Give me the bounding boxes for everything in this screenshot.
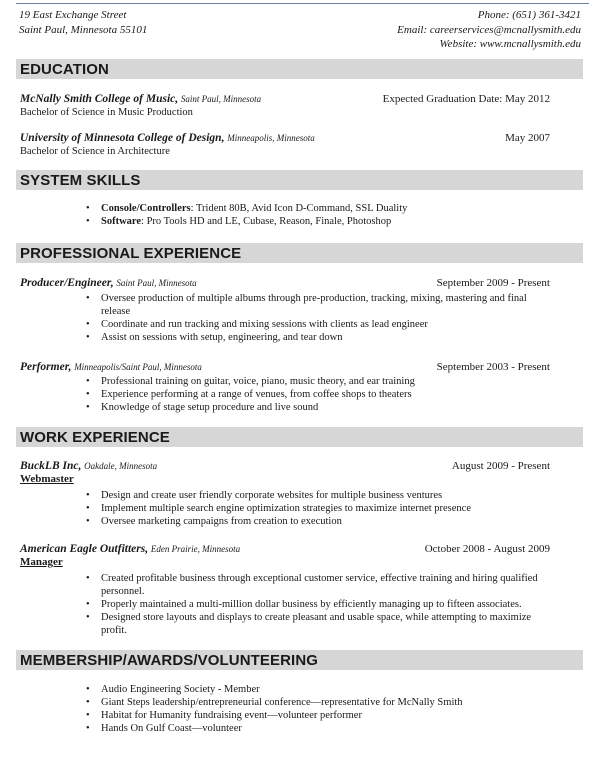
list-item: • Design and create user friendly corporate websites for multiple business ventures: [86, 489, 550, 502]
company-name: BuckLB Inc,: [20, 460, 82, 472]
skills-list: [86, 202, 550, 228]
graduation-date: Expected Graduation Date: May 2012: [382, 93, 550, 105]
list-item: • Coordinate and run tracking and mixing sessions with clients as lead engineer: [86, 318, 550, 331]
professional-entry: [20, 277, 550, 290]
professional-entry: [20, 361, 550, 374]
professional-bullets: [86, 292, 550, 344]
work-entry: [20, 460, 550, 486]
skills-heading: SYSTEM SKILLS: [16, 170, 583, 190]
professional-bullets: [86, 375, 550, 414]
role-location: Minneapolis/Saint Paul, Minnesota: [74, 362, 202, 372]
role-title: Performer,: [20, 361, 72, 373]
role-date: September 2009 - Present: [436, 277, 550, 289]
list-item: • Oversee production of multiple albums through pre-production, tracking, mixing, mastering and final release: [86, 292, 550, 318]
school-name: McNally Smith College of Music,: [20, 93, 179, 105]
job-date: October 2008 - August 2009: [424, 543, 550, 555]
list-item: • Designed store layouts and displays to create pleasant and usable space, while attempting to maximize profit.: [86, 611, 550, 637]
list-item: • Hands On Gulf Coast—volunteer: [86, 722, 550, 735]
membership-heading: MEMBERSHIP/AWARDS/VOLUNTEERING: [16, 650, 583, 670]
professional-heading: PROFESSIONAL EXPERIENCE: [16, 243, 583, 263]
list-item: • Professional training on guitar, voice, piano, music theory, and ear training: [86, 375, 550, 388]
education-entry: [20, 132, 550, 158]
role-title: Producer/Engineer,: [20, 277, 114, 289]
job-title: Manager: [20, 556, 63, 568]
list-item: • Console/Controllers: Trident 80B, Avid Icon D-Command, SSL Duality: [86, 202, 550, 215]
work-bullets: [86, 572, 550, 637]
contact-block: [397, 8, 581, 52]
list-item: • Experience performing at a range of venues, from coffee shops to theaters: [86, 388, 550, 401]
degree: Bachelor of Science in Architecture: [20, 146, 170, 157]
work-bullets: [86, 489, 550, 528]
school-location: Minneapolis, Minnesota: [227, 133, 315, 143]
city-state-zip: Saint Paul, Minnesota 55101: [19, 23, 148, 36]
website[interactable]: Website: www.mcnallysmith.edu: [439, 38, 581, 50]
company-name: American Eagle Outfitters,: [20, 543, 149, 555]
job-date: August 2009 - Present: [451, 460, 550, 472]
education-entry: [20, 93, 550, 119]
school-location: Saint Paul, Minnesota: [180, 94, 262, 104]
role-date: September 2003 - Present: [436, 361, 550, 373]
street-address: 19 East Exchange Street: [19, 9, 127, 21]
company-location: Oakdale, Minnesota: [84, 461, 158, 471]
graduation-date: May 2007: [505, 132, 550, 144]
education-heading: EDUCATION: [16, 59, 583, 79]
list-item: • Audio Engineering Society - Member: [86, 683, 550, 696]
list-item: • Oversee marketing campaigns from creation to execution: [86, 515, 550, 528]
list-item: • Knowledge of stage setup procedure and live sound: [86, 401, 550, 414]
work-heading: WORK EXPERIENCE: [16, 427, 583, 447]
list-item: • Assist on sessions with setup, engineering, and tear down: [86, 331, 550, 344]
phone: Phone: (651) 361-3421: [477, 9, 581, 21]
address-block: [19, 8, 147, 37]
work-entry: [20, 543, 550, 569]
list-item: • Habitat for Humanity fundraising event—volunteer performer: [86, 709, 550, 722]
school-name: University of Minnesota College of Design,: [20, 132, 225, 144]
list-item: • Properly maintained a multi-million dollar business by efficiently managing up to fifteen associates.: [86, 598, 550, 611]
job-title: Webmaster: [20, 473, 74, 485]
role-location: Saint Paul, Minnesota: [116, 278, 197, 288]
company-location: Eden Prairie, Minnesota: [150, 544, 241, 554]
list-item: • Giant Steps leadership/entrepreneurial conference—representative for McNally Smith: [86, 696, 550, 709]
membership-list: [86, 683, 550, 735]
degree: Bachelor of Science in Music Production: [20, 107, 193, 118]
list-item: • Implement multiple search engine optimization strategies to maximize internet presence: [86, 502, 550, 515]
header-rule: [16, 3, 589, 4]
list-item: • Software: Pro Tools HD and LE, Cubase, Reason, Finale, Photoshop: [86, 215, 550, 228]
list-item: • Created profitable business through exceptional customer service, effective training and hiring qualified personnel.: [86, 572, 550, 598]
email[interactable]: Email: careerservices@mcnallysmith.edu: [397, 23, 581, 36]
